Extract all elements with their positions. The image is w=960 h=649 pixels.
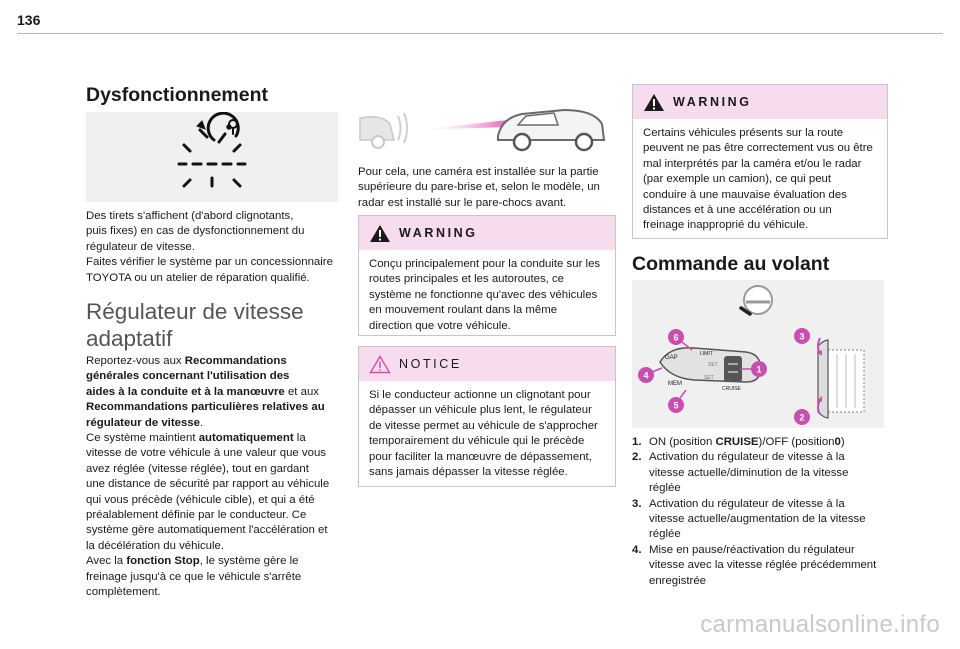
warning-title: WARNING [673, 95, 752, 109]
warning-icon [369, 224, 391, 243]
notice-icon [369, 355, 391, 374]
notice-box [358, 346, 616, 487]
gap-label: GAP [665, 355, 678, 361]
heading-dysfonctionnement: Dysfonctionnement [86, 84, 269, 106]
set-plus-label: SET [708, 362, 718, 368]
controls-list [632, 435, 888, 589]
list-item: 2. Activation du régulateur de vitesse à la vitesse actuelle/diminution de la vitesse réglée [632, 451, 849, 495]
warning-box-col3 [632, 84, 888, 239]
warning-body: Certains véhicules présents sur la route peuvent ne pas être correctement vus ou être mal interprétés par la caméra et/ou le radar (par exemple un camion), ce qui peut conduire à une mauvaise évaluation des distances et à une accélération ou un freinage inapproprié du véhicule. [643, 127, 873, 232]
callout-3: 3 [799, 331, 805, 342]
mem-label: MEM [668, 381, 682, 387]
regulateur-text: Reportez-vous aux Recommandations générales concernant l'utilisation des aides à la conduite et à la manœuvre et aux Recommandations particulières relatives au régulateur de vitesse. Ce système maintient automatiquement la vitesse de votre véhicule à une valeur que vous avez réglée (vitesse réglée), tout en gardant une distance de sécurité par rapport au véhicule qui vous précède (véhicule cible), et qui a été préalablement définie par le conducteur. Ce système gère automatiquement l'accélération et la décélération du véhicule. Avec la fonction Stop, le système gère le freinage jusqu'à ce que le véhicule s'arrête complètement. [86, 355, 330, 599]
page-number: 136 [17, 12, 41, 28]
heading-regulateur: Régulateur de vitesse adaptatif [86, 299, 304, 351]
cruise-dashes-icon [86, 112, 338, 202]
lever-side-view-icon [818, 338, 864, 418]
car-radar-illustration [358, 100, 610, 156]
callout-5: 5 [673, 400, 679, 411]
callout-4: 4 [643, 370, 649, 381]
steering-wheel-icon [741, 286, 772, 314]
warning-body: Conçu principalement pour la conduite sur les routes principales et les autoroutes, ce système ne fonctionne qu'avec des véhicules en mouvement roulant dans la même direction que votre véhicule. [369, 258, 601, 332]
limit-label: LIMIT [700, 351, 713, 357]
notice-title: NOTICE [399, 357, 462, 371]
dysfunction-display-illustration [86, 112, 338, 202]
header-rule [17, 33, 943, 34]
warning-icon [643, 93, 665, 112]
set-minus-label: SET [704, 375, 714, 381]
cruise-label: CRUISE [722, 386, 741, 392]
dysfunction-text: Des tirets s'affichent (d'abord clignotants, puis fixes) en cas de dysfonctionnement du régulateur de vitesse. Faites vérifier le système par un concessionnaire TOYOTA ou un atelier de réparation qualifié. [86, 210, 333, 284]
callout-2: 2 [799, 412, 805, 423]
steering-controls-illustration [632, 280, 884, 428]
warning-title: WARNING [399, 226, 478, 240]
list-item: 3. Activation du régulateur de vitesse à la vitesse actuelle/augmentation de la vitesse réglée [632, 497, 866, 541]
heading-commande: Commande au volant [632, 253, 830, 275]
cruise-lever-icon [660, 348, 760, 392]
list-item: 1. ON (position CRUISE)/OFF (position0) [632, 436, 845, 448]
warning-box-col2 [358, 215, 616, 336]
notice-body: Si le conducteur actionne un clignotant pour dépasser un véhicule plus lent, le régulateur de vitesse permet au véhicule de s'approcher temporairement du véhicule qui le précède pour faciliter la manœuvre de dépassement, sans jamais dépasser la vitesse réglée. [369, 389, 598, 479]
camera-text: Pour cela, une caméra est installée sur la partie supérieure du pare-brise et, selon le modèle, un radar est installé sur le pare-chocs avant. [358, 166, 600, 209]
callout-6: 6 [673, 332, 679, 343]
watermark: carmanualsonline.info [700, 611, 940, 638]
callout-1: 1 [756, 364, 762, 375]
list-item: 4. Mise en pause/réactivation du régulateur vitesse avec la vitesse réglée précédemment enregistrée [632, 543, 877, 587]
